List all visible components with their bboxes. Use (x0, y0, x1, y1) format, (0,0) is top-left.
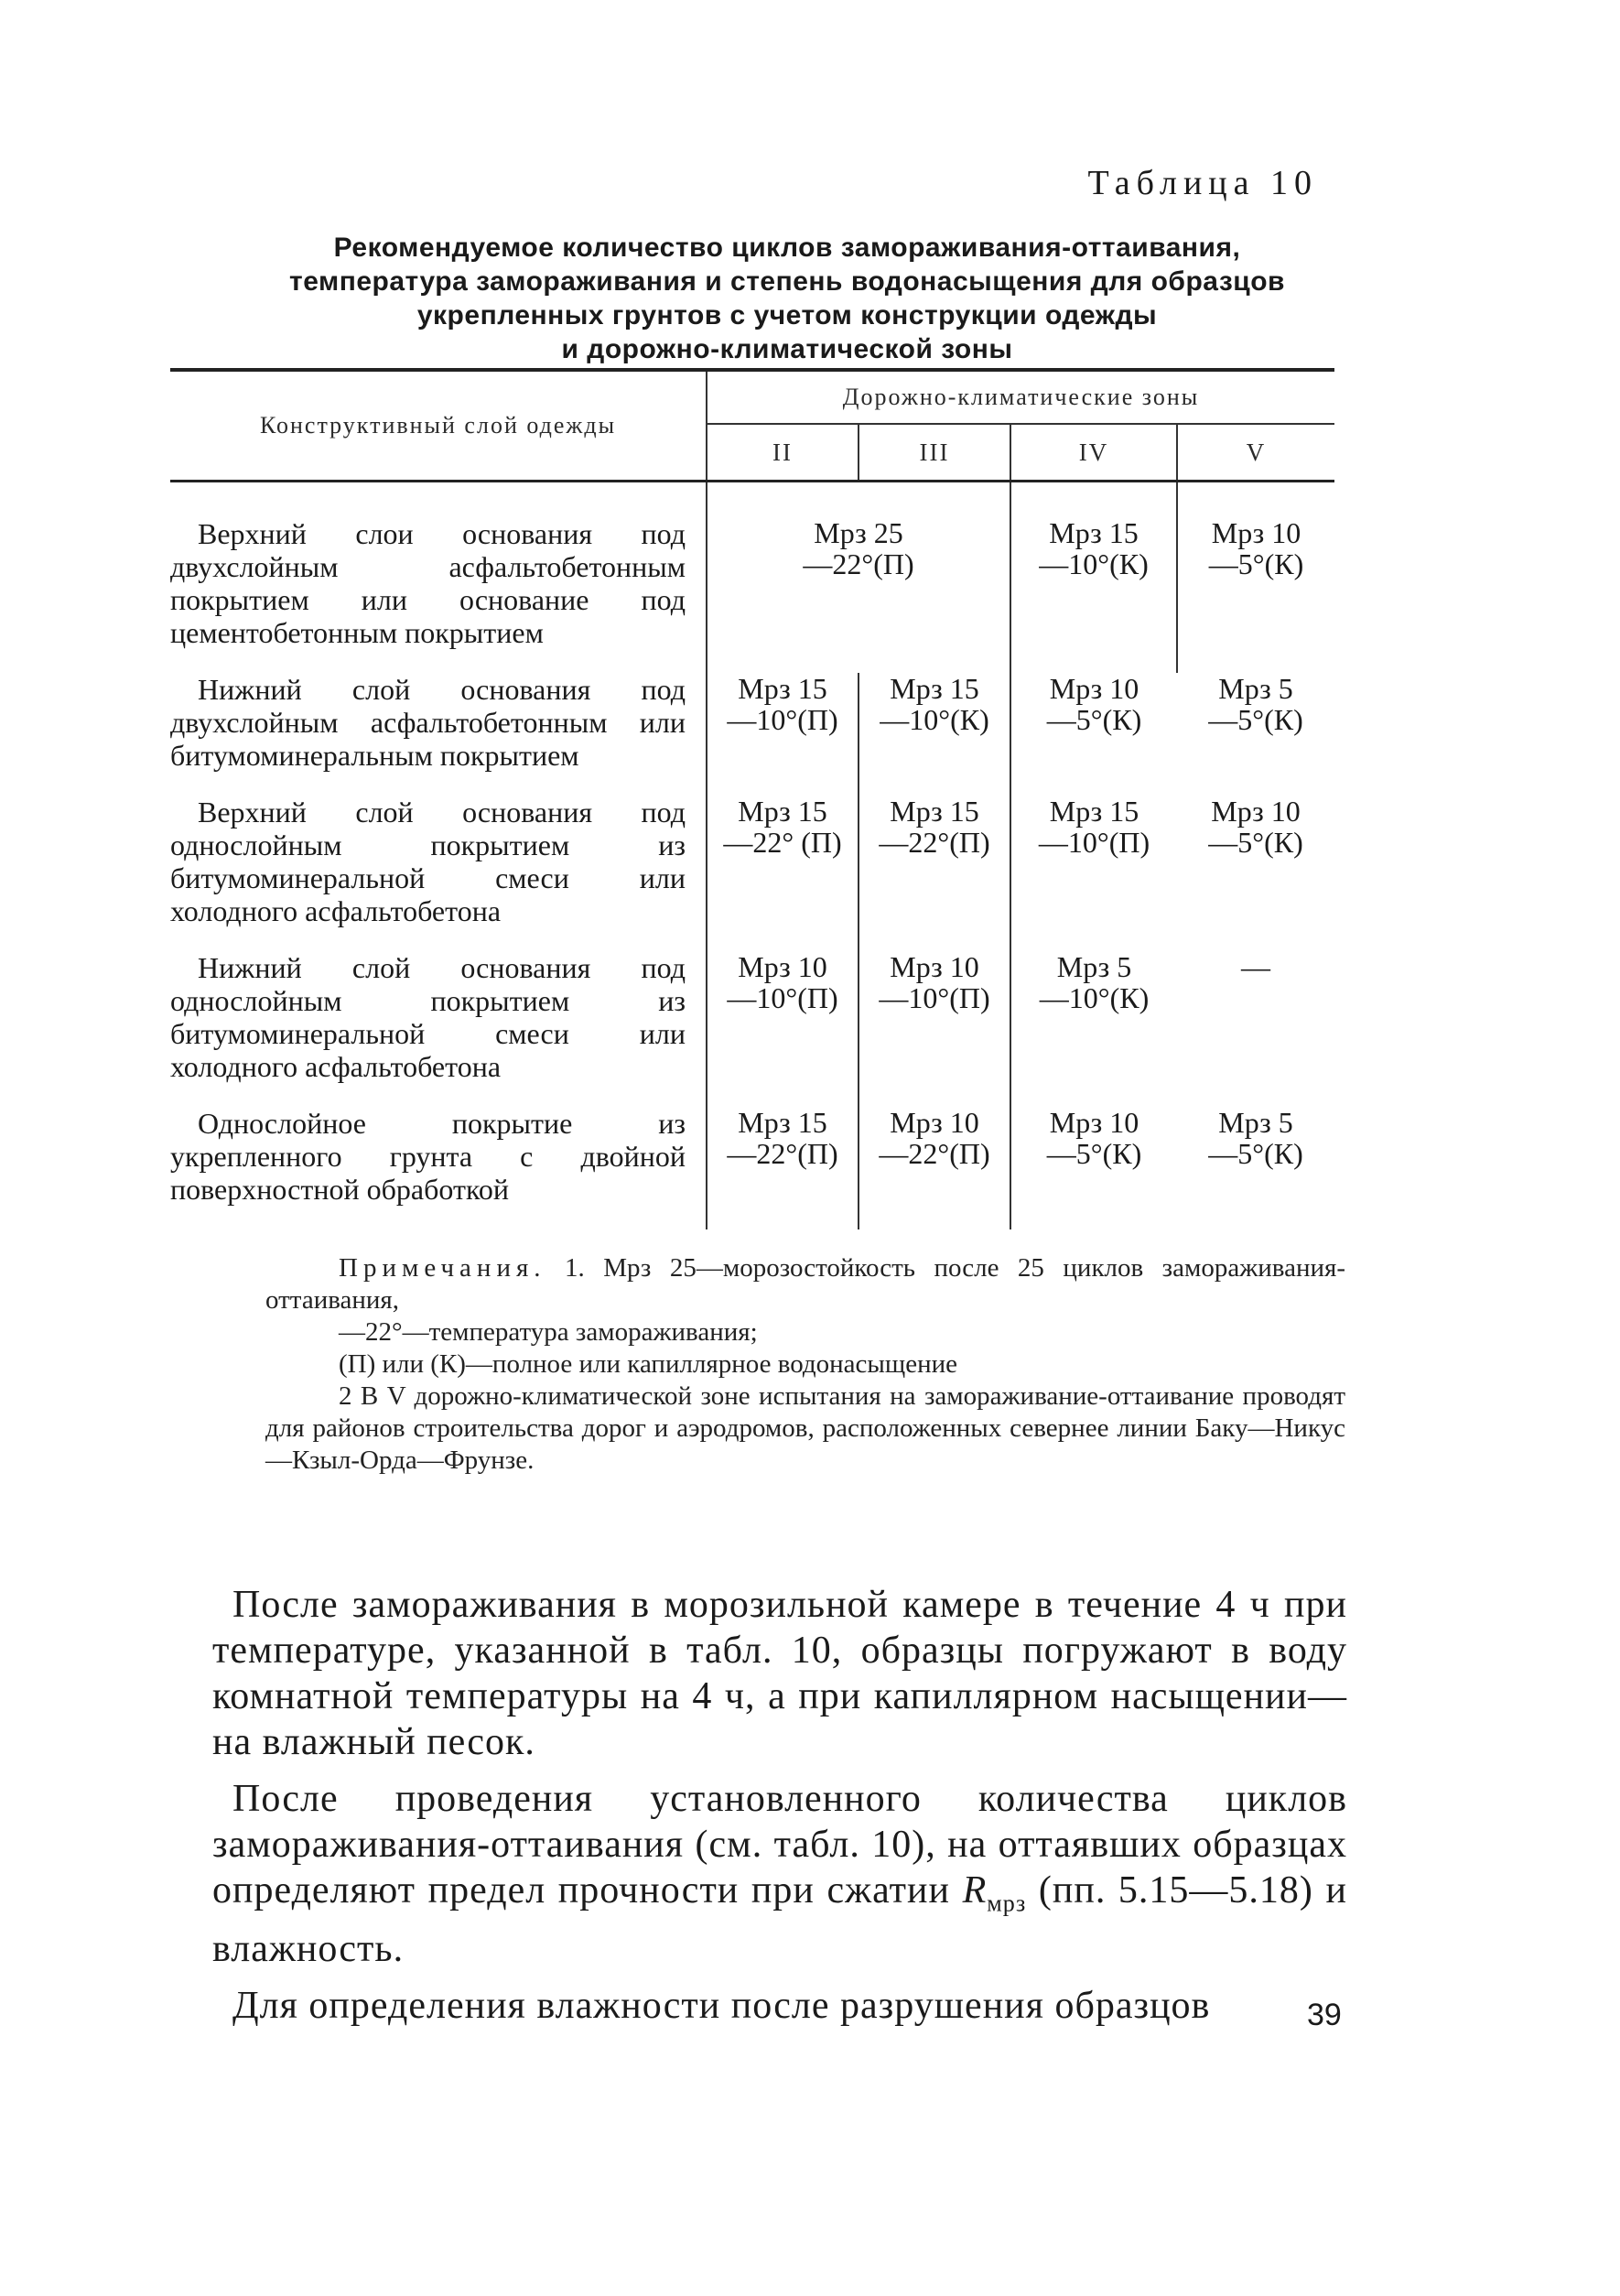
freeze-thaw-table (170, 368, 1334, 1229)
note-1: 1. Мрз 25—морозостойкость после 25 циклов замораживания-оттаивания, (265, 1253, 1345, 1315)
value-cell-iv: Мрз 10 —5°(К) (1010, 1107, 1177, 1229)
layer-cell: Верхний слой основания под однослойным покрытием из битумоминеральной смеси или холодного асфальтобетона (170, 796, 686, 927)
paragraph: После замораживания в морозильной камере в течение 4 ч при температуре, указанной в табл. 10, образцы погружают в воду комнатной температуры на 4 ч, а при капиллярном насыщении—на влажный песок. (212, 1584, 1347, 1763)
value-cell-iv: Мрз 15 —10°(К) (1010, 482, 1177, 674)
value-cell-iv: Мрз 10 —5°(К) (1010, 673, 1177, 796)
notes-label: Примечания. (339, 1253, 546, 1283)
value-cell-v: Мрз 10 —5°(К) (1177, 482, 1334, 674)
header-zone-iii: III (859, 424, 1010, 482)
note-1b: —22°—температура замораживания; (339, 1317, 758, 1347)
table-caption (229, 231, 1345, 366)
value-cell-ii: Мрз 15 —22°(П) (707, 1107, 859, 1229)
value-cell-ii-iii: Мрз 25 —22°(П) (707, 482, 1010, 674)
note-2: 2 В V дорожно-климатической зоне испытания на замораживание-оттаивание проводят для районов строительства дорог и аэродромов, расположенных севернее линии Баку—Никус—Кзыл-Орда—Фрунзе. (265, 1381, 1345, 1475)
caption-line: и дорожно-климатической зоны (561, 334, 1013, 364)
value-cell-v: — (1241, 950, 1271, 983)
value-cell-iii: Мрз 15 —10°(К) (859, 673, 1010, 796)
body-text (212, 1582, 1347, 2040)
caption-line: Рекомендуемое количество циклов замораживания-оттаивания, (333, 233, 1241, 263)
page-number: 39 (1307, 1998, 1342, 2032)
header-zone-iv: IV (1010, 424, 1177, 482)
value-cell-iv: Мрз 5 —10°(К) (1010, 951, 1177, 1107)
header-zone-ii: II (707, 424, 859, 482)
table-row (170, 482, 1334, 674)
table-row (170, 951, 1334, 1107)
value-cell-v: Мрз 5 —5°(К) (1208, 672, 1303, 736)
table-row (170, 673, 1334, 796)
value-cell-iv: Мрз 15 —10°(П) (1010, 796, 1177, 951)
value-cell-iii: Мрз 10 —10°(П) (859, 951, 1010, 1107)
header-layer: Конструктивный слой одежды (170, 370, 707, 482)
value-cell-iii: Мрз 10 —22°(П) (859, 1107, 1010, 1229)
caption-line: укрепленных грунтов с учетом конструкции одежды (416, 300, 1158, 330)
value-cell-v: Мрз 5 —5°(К) (1208, 1106, 1303, 1170)
layer-cell: Верхний слои основания под двухслойным асфальтобетонным покрытием или основание под цементобетонным покрытием (170, 517, 686, 649)
table-row (170, 1107, 1334, 1229)
table-row (170, 796, 1334, 951)
r-subscript: мрз (987, 1890, 1027, 1917)
header-zone-v: V (1177, 424, 1334, 482)
value-cell-iii: Мрз 15 —22°(П) (859, 796, 1010, 951)
value-cell-ii: Мрз 15 —22° (П) (707, 796, 859, 951)
caption-line: температура замораживания и степень водонасыщения для образцов (289, 266, 1285, 297)
note-1c: (П) или (К)—полное или капиллярное водонасыщение (339, 1349, 958, 1379)
header-zones: Дорожно-климатические зоны (707, 370, 1334, 424)
value-cell-ii: Мрз 15 —10°(П) (707, 673, 859, 796)
value-cell-v: Мрз 10 —5°(К) (1208, 795, 1303, 859)
value-cell-ii: Мрз 10 —10°(П) (707, 951, 859, 1107)
layer-cell: Нижний слой основания под двухслойным асфальтобетонным или битумоминеральным покрытием (170, 673, 686, 772)
paragraph: Для определения влажности после разрушения образцов (232, 1985, 1211, 2028)
table-label: Таблица 10 (1087, 164, 1318, 202)
paragraph: После проведения установленного количества циклов замораживания-оттаивания (см. табл. 10), на оттаявших образцах определяют предел прочности при сжатии $R_{мрз}$ (пп. 5.15—5.18) и влажность. (212, 1778, 1347, 1971)
layer-cell: Нижний слой основания под однослойным покрытием из битумоминеральной смеси или холодного асфальтобетона (170, 951, 686, 1083)
r-symbol: R (962, 1869, 988, 1912)
table-notes (265, 1252, 1345, 1477)
layer-cell: Однослойное покрытие из укрепленного грунта с двойной поверхностной обработкой (170, 1107, 686, 1206)
